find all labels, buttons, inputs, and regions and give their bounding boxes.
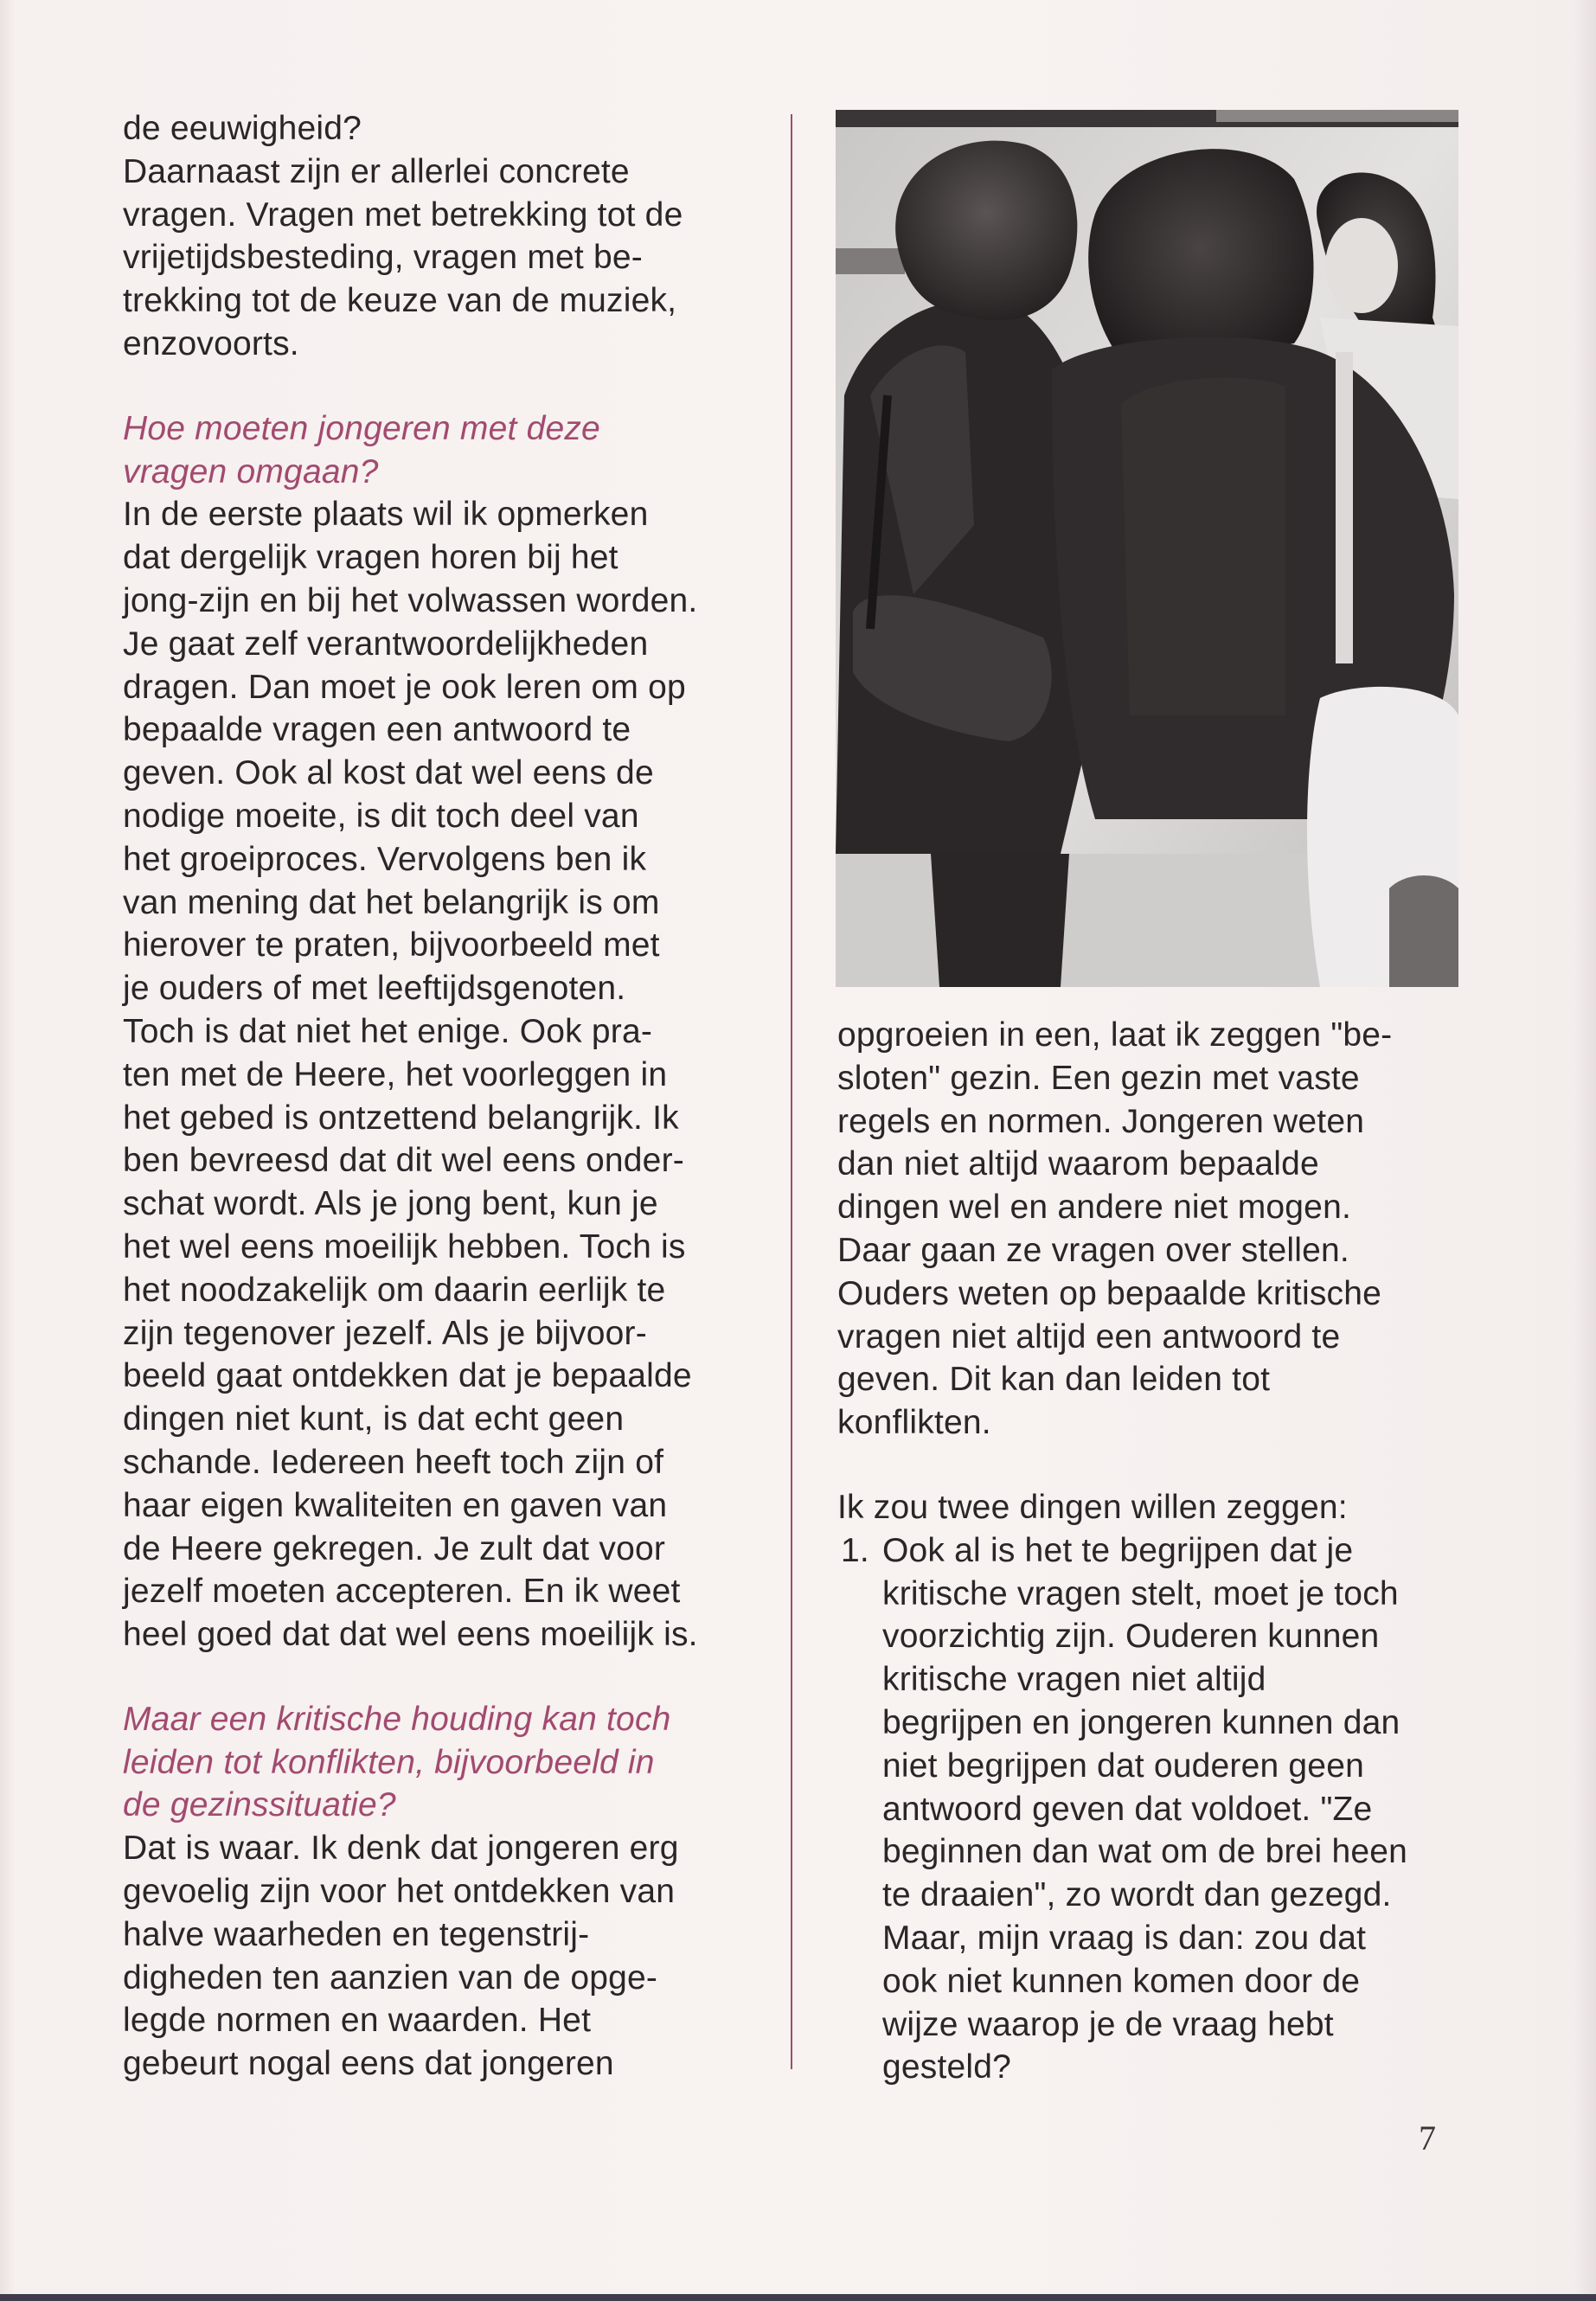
interview-answer-2 bbox=[123, 1827, 798, 2086]
line: geven. Ook al kost dat wel eens de bbox=[123, 754, 654, 792]
line: In de eerste plaats wil ik opmerken bbox=[123, 496, 649, 534]
numbered-list bbox=[837, 1529, 1452, 2089]
line: sloten" gezin. Een gezin met vaste bbox=[837, 1059, 1360, 1097]
line: legde normen en waarden. Het bbox=[123, 2002, 592, 2040]
line: dat dergelijk vragen horen bij het bbox=[123, 539, 619, 577]
line: ook niet kunnen komen door de bbox=[882, 1962, 1361, 2000]
intro-paragraph bbox=[123, 107, 798, 366]
line: dingen wel en andere niet mogen. bbox=[837, 1189, 1351, 1227]
line: antwoord geven dat voldoet. "Ze bbox=[882, 1790, 1373, 1828]
line: Daar gaan ze vragen over stellen. bbox=[837, 1231, 1349, 1269]
line: beeld gaat ontdekken dat je bepaalde bbox=[123, 1357, 692, 1395]
line: Maar een kritische houding kan toch bbox=[123, 1700, 671, 1738]
line: heel goed dat dat wel eens moeilijk is. bbox=[123, 1616, 698, 1654]
column-divider bbox=[791, 114, 792, 2069]
line: het wel eens moeilijk hebben. Toch is bbox=[123, 1227, 686, 1266]
scan-edge bbox=[0, 2294, 1596, 2301]
interview-answer-1 bbox=[123, 493, 798, 1657]
continuation-paragraph bbox=[837, 1014, 1452, 1445]
line: ben bevreesd dat dit wel eens onder- bbox=[123, 1142, 684, 1180]
line: vragen niet altijd een antwoord te bbox=[837, 1317, 1341, 1356]
line: ten met de Heere, het voorleggen in bbox=[123, 1055, 668, 1093]
line: enzovoorts. bbox=[123, 324, 299, 362]
line: begrijpen en jongeren kunnen dan bbox=[882, 1703, 1401, 1741]
line: gevoelig zijn voor het ontdekken van bbox=[123, 1873, 676, 1911]
line: dragen. Dan moet je ook leren om op bbox=[123, 668, 686, 706]
interview-question-2 bbox=[123, 1698, 798, 1827]
list-item bbox=[837, 1529, 1452, 2089]
line: regels en normen. Jongeren weten bbox=[837, 1102, 1365, 1140]
line: gebeurt nogal eens dat jongeren bbox=[123, 2045, 614, 2083]
line: de eeuwigheid? bbox=[123, 110, 362, 147]
line: Maar, mijn vraag is dan: zou dat bbox=[882, 1919, 1367, 1957]
line: Ouders weten op bepaalde kritische bbox=[837, 1274, 1382, 1312]
page-number: 7 bbox=[1419, 2118, 1436, 2157]
line: Dat is waar. Ik denk dat jongeren erg bbox=[123, 1830, 679, 1868]
line: schat wordt. Als je jong bent, kun je bbox=[123, 1185, 658, 1223]
right-text-column bbox=[837, 1014, 1452, 2089]
line: je ouders of met leeftijdsgenoten. bbox=[123, 970, 626, 1008]
line: het noodzakelijk om daarin eerlijk te bbox=[123, 1271, 666, 1309]
line: niet begrijpen dat ouderen geen bbox=[882, 1747, 1364, 1785]
line: te draaien", zo wordt dan gezegd. bbox=[882, 1876, 1392, 1914]
line: vragen omgaan? bbox=[123, 452, 379, 490]
line: de gezinssituatie? bbox=[123, 1786, 396, 1824]
line: gesteld? bbox=[882, 2048, 1012, 2086]
line: leiden tot konflikten, bijvoorbeeld in bbox=[123, 1743, 655, 1781]
line: voorzichtig zijn. Ouderen kunnen bbox=[882, 1618, 1380, 1656]
line: schande. Iedereen heeft toch zijn of bbox=[123, 1443, 664, 1481]
line: kritische vragen niet altijd bbox=[882, 1661, 1266, 1699]
line: Hoe moeten jongeren met deze bbox=[123, 409, 600, 447]
line: het gebed is ontzettend belangrijk. Ik bbox=[123, 1099, 679, 1137]
line: jong-zijn en bij het volwassen worden. bbox=[123, 581, 698, 619]
line: wijze waarop je de vraag hebt bbox=[882, 2005, 1334, 2043]
line: halve waarheden en tegenstrij- bbox=[123, 1915, 590, 1953]
line: het groeiproces. Vervolgens ben ik bbox=[123, 840, 647, 878]
interview-question-1 bbox=[123, 407, 798, 494]
line: Je gaat zelf verantwoordelijkheden bbox=[123, 625, 649, 663]
line: Ook al is het te begrijpen dat je bbox=[882, 1531, 1354, 1569]
line: jezelf moeten accepteren. En ik weet bbox=[123, 1573, 681, 1611]
line: dingen niet kunt, is dat echt geen bbox=[123, 1400, 625, 1439]
left-text-column bbox=[123, 107, 798, 2086]
line: geven. Dit kan dan leiden tot bbox=[837, 1361, 1271, 1399]
line: Daarnaast zijn er allerlei concrete bbox=[123, 152, 630, 190]
line: Toch is dat niet het enige. Ook pra- bbox=[123, 1012, 653, 1050]
line: konflikten. bbox=[837, 1404, 991, 1442]
line: dan niet altijd waarom bepaalde bbox=[837, 1145, 1319, 1183]
line: van mening dat het belangrijk is om bbox=[123, 883, 660, 921]
list-intro: Ik zou twee dingen willen zeggen: bbox=[837, 1488, 1348, 1526]
line: kritische vragen stelt, moet je toch bbox=[882, 1574, 1399, 1612]
line: nodige moeite, is dit toch deel van bbox=[123, 797, 639, 835]
line: beginnen dan wat om de brei heen bbox=[882, 1833, 1408, 1871]
line: haar eigen kwaliteiten en gaven van bbox=[123, 1486, 668, 1524]
list-number: 1. bbox=[841, 1531, 869, 1569]
line: trekking tot de keuze van de muziek, bbox=[123, 282, 677, 320]
line: vragen. Vragen met betrekking tot de bbox=[123, 195, 683, 234]
line: vrijetijdsbesteding, vragen met be- bbox=[123, 239, 643, 277]
line: digheden ten aanzien van de opge- bbox=[123, 1958, 658, 1997]
line: zijn tegenover jezelf. Als je bijvoor- bbox=[123, 1314, 647, 1352]
photo-three-girls bbox=[836, 110, 1458, 987]
line: opgroeien in een, laat ik zeggen "be- bbox=[837, 1016, 1393, 1054]
line: hierover te praten, bijvoorbeeld met bbox=[123, 926, 660, 965]
line: bepaalde vragen een antwoord te bbox=[123, 711, 631, 749]
line: de Heere gekregen. Je zult dat voor bbox=[123, 1529, 666, 1567]
